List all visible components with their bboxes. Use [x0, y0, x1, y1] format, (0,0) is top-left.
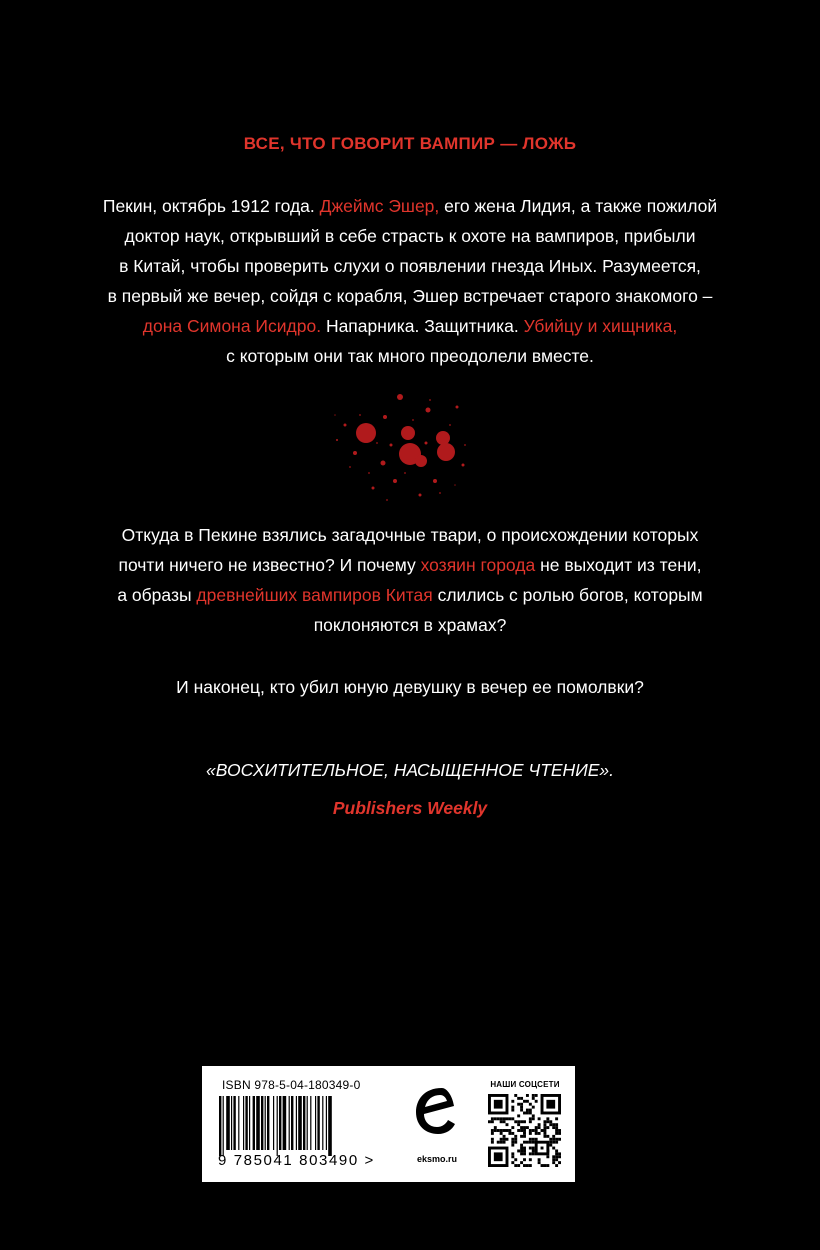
barcode-digits: 9 785041 803490 > — [218, 1152, 375, 1169]
review-source: Publishers Weekly — [332, 798, 488, 818]
text-line — [60, 550, 760, 580]
text-segment: не выходит из тени, — [535, 555, 702, 575]
text-segment: с которым они так много преодолели вместе. — [226, 346, 594, 366]
qr-code-icon — [488, 1094, 561, 1167]
social-label: НАШИ СОЦСЕТИ — [490, 1080, 560, 1089]
highlighted-text: дона Симона Исидро. — [142, 316, 322, 336]
text-segment: Откуда в Пекине взялись загадочные твари, о происхождении которых — [121, 525, 699, 545]
text-line — [60, 281, 760, 311]
text-segment: его жена Лидия, а также пожилой — [439, 196, 718, 216]
text-segment: почти ничего не известно? И почему — [118, 555, 421, 575]
paragraph-synopsis — [60, 191, 760, 371]
isbn-label: ISBN 978-5-04-180349-0 — [222, 1078, 361, 1092]
text-segment: И наконец, кто убил юную девушку в вечер ее помолвки? — [176, 677, 644, 697]
text-line — [60, 251, 760, 281]
text-line — [60, 221, 760, 251]
review-quote: «ВОСХИТИТЕЛЬНОЕ, НАСЫЩЕННОЕ ЧТЕНИЕ». — [206, 760, 614, 780]
text-segment: поклоняются в храмах? — [313, 615, 507, 635]
text-segment: а образы — [117, 585, 197, 605]
text-segment: Пекин, октябрь 1912 года. — [102, 196, 320, 216]
highlighted-text: Джеймс Эшер, — [319, 196, 440, 216]
text-line — [60, 341, 760, 371]
text-segment: в первый же вечер, сойдя с корабля, Эшер встречает старого знакомого – — [107, 286, 713, 306]
paragraph-questions — [60, 520, 760, 640]
text-line — [60, 672, 760, 702]
highlighted-text: хозяин города — [420, 555, 536, 575]
text-line — [60, 520, 760, 550]
barcode-panel — [202, 1066, 575, 1182]
text-line — [60, 191, 760, 221]
highlighted-text: Убийцу и хищника, — [523, 316, 678, 336]
text-segment: доктор наук, открывший в себе страсть к охоте на вампиров, прибыли — [124, 226, 696, 246]
text-segment: в Китай, чтобы проверить слухи о появлении гнезда Иных. Разумеется, — [119, 256, 701, 276]
paragraph-final-question — [60, 672, 760, 702]
publisher-site: eksmo.ru — [416, 1154, 458, 1164]
text-line — [60, 580, 760, 610]
text-segment: слились с ролью богов, которым — [432, 585, 703, 605]
blood-splatter-icon — [325, 385, 475, 510]
text-line — [60, 610, 760, 640]
headline: ВСЕ, ЧТО ГОВОРИТ ВАМПИР — ЛОЖЬ — [243, 134, 577, 153]
eksmo-logo-icon — [412, 1082, 458, 1138]
text-line — [60, 311, 760, 341]
highlighted-text: древнейших вампиров Китая — [196, 585, 433, 605]
text-segment: Напарника. Защитника. — [321, 316, 524, 336]
